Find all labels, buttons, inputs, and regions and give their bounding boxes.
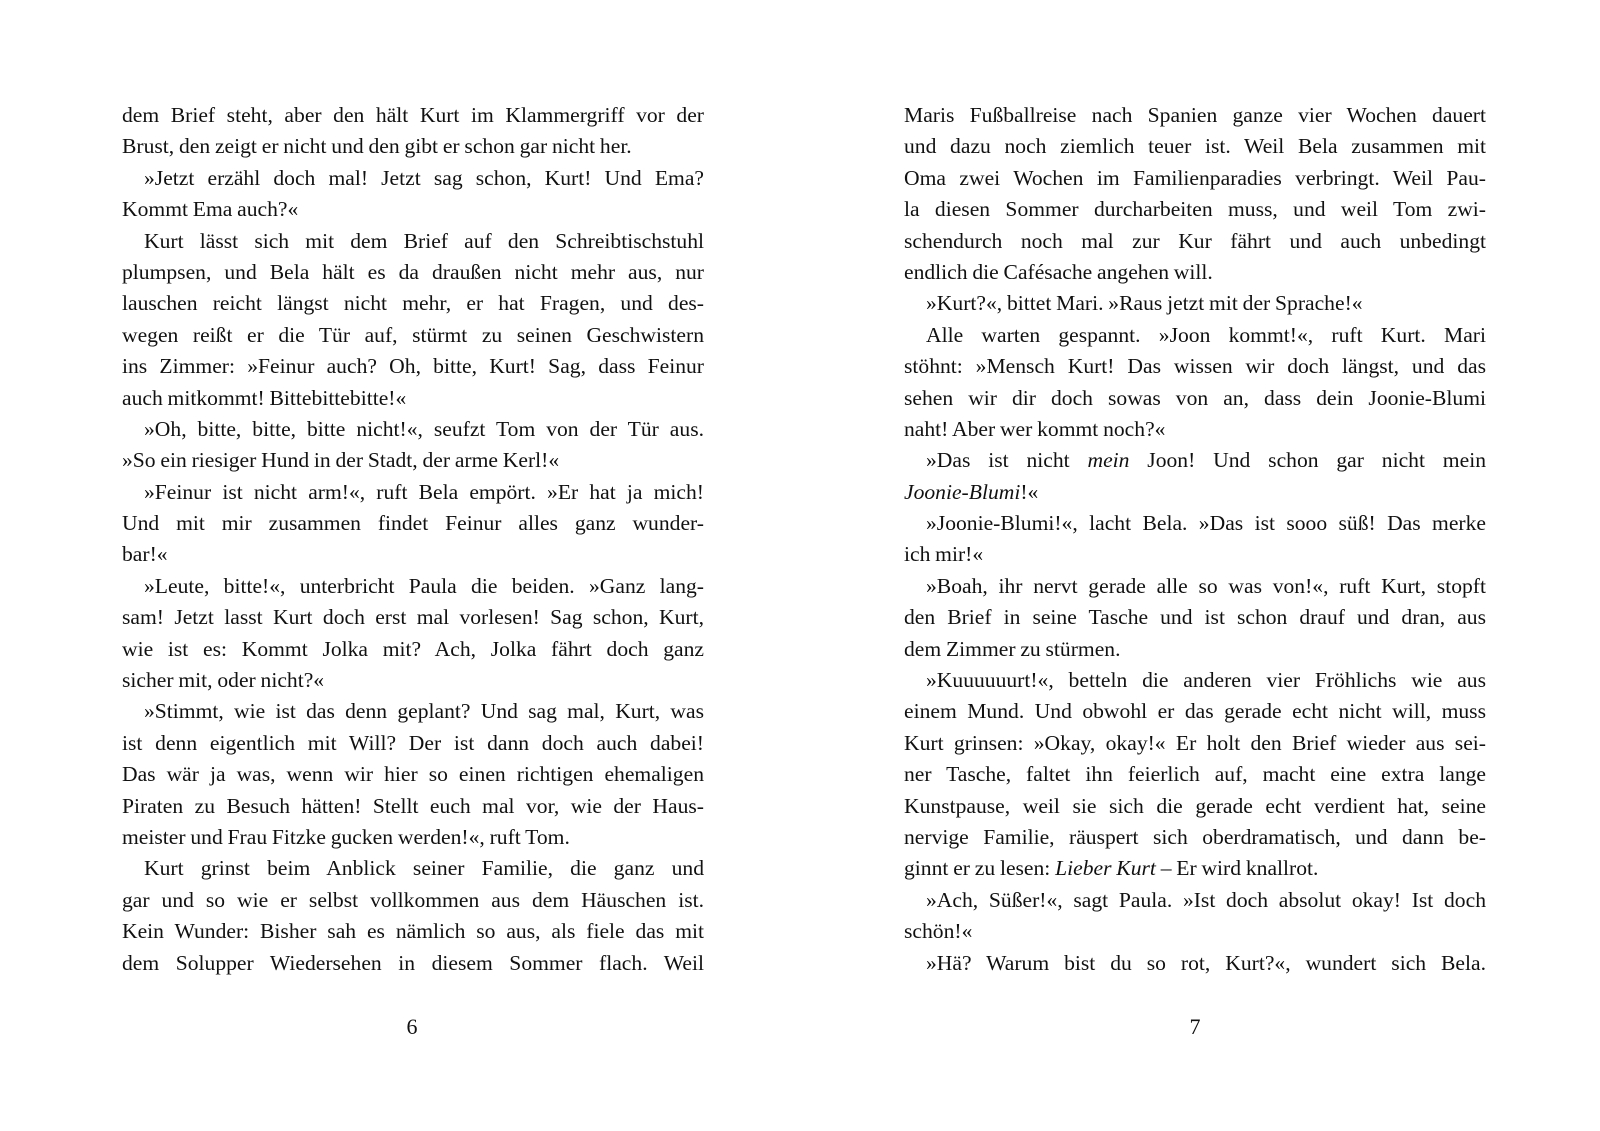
text-line bbox=[904, 288, 1486, 319]
text-line: Und mit mir zusammen findet Feinur alles ganz wunder- bbox=[122, 511, 704, 536]
text-segment: »Boah, ihr nervt gerade alle so was von!«, ruft Kurt, stopft bbox=[926, 573, 1486, 598]
text-line: Kurt lässt sich mit dem Brief auf den Schreibtischstuhl bbox=[144, 228, 704, 253]
text-line: wie ist es: Kommt Jolka mit? Ach, Jolka fährt doch ganz bbox=[122, 636, 704, 661]
text-segment: »Hä? Warum bist du so rot, Kurt?«, wundert sich Bela. bbox=[926, 950, 1486, 975]
text-segment: »Kurt?«, bittet Mari. »Raus jetzt mit der Sprache!« bbox=[926, 291, 1363, 316]
text-line bbox=[904, 539, 1486, 570]
text-line: meister und Frau Fitzke gucken werden!«, ruft Tom. bbox=[122, 824, 570, 849]
text-line bbox=[904, 602, 1486, 633]
text-line: bar!« bbox=[122, 542, 168, 567]
text-line bbox=[904, 100, 1486, 131]
text-segment: »Das ist nicht bbox=[926, 448, 1088, 473]
text-line bbox=[904, 163, 1486, 194]
text-line bbox=[904, 131, 1486, 162]
text-line bbox=[904, 445, 1486, 476]
text-segment: ner Tasche, faltet ihn feierlich auf, macht eine extra lange bbox=[904, 762, 1486, 787]
text-line: sicher mit, oder nicht?« bbox=[122, 668, 325, 693]
text-line: Das wär ja was, wenn wir hier so einen richtigen ehemaligen bbox=[122, 762, 704, 787]
text-line bbox=[904, 257, 1486, 288]
text-line bbox=[904, 383, 1486, 414]
text-line: lauschen reicht längst nicht mehr, er hat Fragen, und des- bbox=[122, 291, 704, 316]
text-segment: schendurch noch mal zur Kur fährt und auch unbedingt bbox=[904, 228, 1486, 253]
text-line bbox=[904, 571, 1486, 602]
text-segment: den Brief in seine Tasche und ist schon drauf und dran, aus bbox=[904, 605, 1486, 630]
text-segment: »Kuuuuuurt!«, betteln die anderen vier Fröhlichs wie aus bbox=[926, 668, 1486, 693]
text-line bbox=[904, 477, 1486, 508]
text-segment: la diesen Sommer durcharbeiten muss, und weil Tom zwi- bbox=[904, 197, 1486, 222]
text-segment: Alle warten gespannt. »Joon kommt!«, ruft Kurt. Mari bbox=[926, 322, 1486, 347]
text-line bbox=[904, 414, 1486, 445]
text-line: Kommt Ema auch?« bbox=[122, 197, 299, 222]
italic-text: mein bbox=[1087, 448, 1130, 473]
text-segment: endlich die Cafésache angehen will. bbox=[904, 259, 1213, 284]
text-line: dem Solupper Wiedersehen in diesem Sommer flach. Weil bbox=[122, 950, 704, 975]
text-line bbox=[904, 916, 1486, 947]
text-segment: ich mir!« bbox=[904, 542, 984, 567]
text-line bbox=[904, 194, 1486, 225]
right-page bbox=[904, 100, 1486, 1000]
text-line bbox=[904, 822, 1486, 853]
text-line bbox=[904, 853, 1486, 884]
text-line: sam! Jetzt lasst Kurt doch erst mal vorlesen! Sag schon, Kurt, bbox=[122, 605, 704, 630]
text-segment: schön!« bbox=[904, 919, 973, 944]
text-segment: Kunstpause, weil sie sich die gerade echt verdient hat, seine bbox=[904, 793, 1486, 818]
text-segment: »Ach, Süßer!«, sagt Paula. »Ist doch absolut okay! Ist doch bbox=[926, 887, 1486, 912]
text-line bbox=[904, 351, 1486, 382]
text-segment: naht! Aber wer kommt noch?« bbox=[904, 416, 1166, 441]
text-segment: Kurt grinsen: »Okay, okay!« Er holt den Brief wieder aus sei- bbox=[904, 730, 1486, 755]
text-line: »Jetzt erzähl doch mal! Jetzt sag schon, Kurt! Und Ema? bbox=[144, 165, 704, 190]
left-page-text bbox=[122, 100, 704, 979]
text-segment: Joon! Und schon gar nicht mein bbox=[1129, 448, 1486, 473]
text-segment: Maris Fußballreise nach Spanien ganze vier Wochen dauert bbox=[904, 103, 1486, 127]
text-line bbox=[904, 665, 1486, 696]
right-page-text bbox=[904, 100, 1486, 979]
text-segment: nervige Familie, räuspert sich oberdramatisch, und dann be- bbox=[904, 824, 1486, 849]
text-line bbox=[904, 320, 1486, 351]
text-line bbox=[904, 759, 1486, 790]
text-line: auch mitkommt! Bittebittebitte!« bbox=[122, 385, 407, 410]
text-segment: stöhnt: »Mensch Kurt! Das wissen wir doch längst, und das bbox=[904, 354, 1486, 379]
text-line bbox=[904, 508, 1486, 539]
text-line bbox=[904, 728, 1486, 759]
text-line bbox=[904, 948, 1486, 979]
text-line: plumpsen, und Bela hält es da draußen nicht mehr aus, nur bbox=[122, 259, 704, 284]
text-line bbox=[904, 634, 1486, 665]
text-line: dem Brief steht, aber den hält Kurt im Klammergriff vor der bbox=[122, 103, 704, 127]
text-segment: dem Zimmer zu stürmen. bbox=[904, 636, 1121, 661]
text-line: ist denn eigentlich mit Will? Der ist dann doch auch dabei! bbox=[122, 730, 704, 755]
text-line: wegen reißt er die Tür auf, stürmt zu seinen Geschwistern bbox=[122, 322, 704, 347]
text-line: gar und so wie er selbst vollkommen aus dem Häuschen ist. bbox=[122, 887, 704, 912]
text-segment: »Joonie-Blumi!«, lacht Bela. »Das ist sooo süß! Das merke bbox=[926, 511, 1486, 536]
text-line: »Leute, bitte!«, unterbricht Paula die beiden. »Ganz lang- bbox=[144, 573, 704, 598]
text-line bbox=[904, 885, 1486, 916]
text-line bbox=[904, 791, 1486, 822]
text-line: »Oh, bitte, bitte, bitte nicht!«, seufzt Tom von der Tür aus. bbox=[144, 416, 704, 441]
text-line: Kein Wunder: Bisher sah es nämlich so aus, als fiele das mit bbox=[122, 919, 704, 944]
right-page-number: 7 bbox=[1189, 1014, 1201, 1039]
italic-text: Joonie-Blumi bbox=[904, 479, 1021, 504]
text-segment: sehen wir dir doch sowas von an, dass dein Joonie-Blumi bbox=[904, 385, 1486, 410]
text-segment: und dazu noch ziemlich teuer ist. Weil Bela zusammen mit bbox=[904, 134, 1486, 159]
text-line: ins Zimmer: »Feinur auch? Oh, bitte, Kurt! Sag, dass Feinur bbox=[122, 354, 704, 379]
text-line bbox=[904, 696, 1486, 727]
text-line: Kurt grinst beim Anblick seiner Familie, die ganz und bbox=[144, 856, 704, 881]
text-line: Brust, den zeigt er nicht und den gibt er schon gar nicht her. bbox=[122, 134, 632, 159]
left-page bbox=[122, 100, 704, 1000]
text-segment: ginnt er zu lesen: bbox=[904, 856, 1056, 881]
left-page-number: 6 bbox=[406, 1014, 418, 1039]
text-line: »Feinur ist nicht arm!«, ruft Bela empört. »Er hat ja mich! bbox=[144, 479, 704, 504]
italic-text: Lieber Kurt bbox=[1055, 856, 1156, 881]
text-line: Piraten zu Besuch hätten! Stellt euch mal vor, wie der Haus- bbox=[122, 793, 704, 818]
text-line: »Stimmt, wie ist das denn geplant? Und sag mal, Kurt, was bbox=[144, 699, 704, 724]
text-line bbox=[904, 226, 1486, 257]
text-segment: Oma zwei Wochen im Familienparadies verbringt. Weil Pau- bbox=[904, 165, 1486, 190]
text-segment: – Er wird knallrot. bbox=[1155, 856, 1319, 881]
text-segment: !« bbox=[1020, 479, 1039, 504]
text-segment: einem Mund. Und obwohl er das gerade echt nicht will, muss bbox=[904, 699, 1486, 724]
text-line: »So ein riesiger Hund in der Stadt, der arme Kerl!« bbox=[122, 448, 560, 473]
